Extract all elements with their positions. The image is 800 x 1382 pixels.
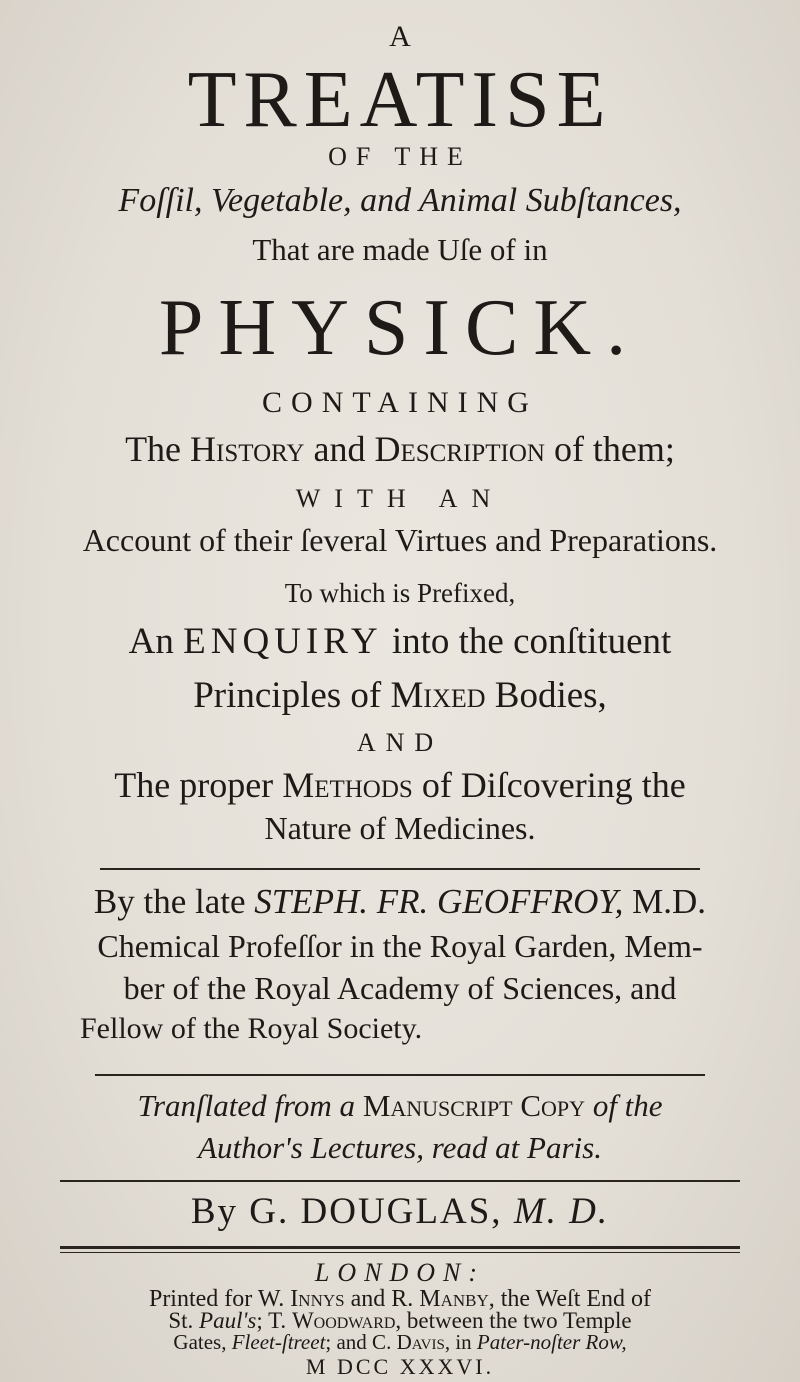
history-word: History (190, 429, 305, 469)
imprint-3b: ; and C. (325, 1330, 397, 1354)
author-line-4: Fellow of the Royal Society. (80, 1012, 423, 1045)
enquiry-word: ENQUIRY (183, 621, 383, 662)
physick-title: PHYSICK. (158, 284, 642, 372)
imprint-year (0, 1352, 800, 1353)
methods-line (0, 764, 800, 806)
manuscript-copy: Manuscript Copy (362, 1088, 586, 1123)
rule-1 (100, 868, 700, 870)
methods-rest: of Diſcovering the (412, 765, 686, 805)
nature-line: Nature of Medicines. (264, 810, 536, 846)
subtitle-part1: Foſſil, Vegetable, and (118, 182, 420, 219)
translated-from: from a (266, 1088, 363, 1123)
imprint-2a: St. (168, 1308, 200, 1333)
paris: Paris. (527, 1130, 602, 1165)
bodies-word: Bodies, (485, 675, 607, 716)
by-the-late: By the late (93, 882, 255, 921)
and-line: AND (356, 728, 444, 757)
read-at: read at (423, 1130, 528, 1165)
manby: Manby (419, 1286, 489, 1312)
imprint-year-text: M DCC XXXVI. (305, 1354, 495, 1379)
subtitle-animal: Animal (419, 182, 518, 219)
containing: CONTAINING (262, 386, 538, 419)
translated-of-the: of the (585, 1088, 663, 1123)
history-of-them: of them; (544, 429, 675, 469)
author-line-3: ber of the Royal Academy of Sciences, and (123, 970, 677, 1006)
rule-3 (60, 1180, 740, 1182)
translator-degree: M. D. (502, 1191, 610, 1232)
subtitle-line (0, 182, 800, 220)
pauls: Paul's (199, 1308, 257, 1333)
rule-4 (60, 1246, 740, 1249)
imprint-1a: Printed for W. (148, 1286, 291, 1312)
methods-word: Methods (282, 765, 413, 805)
innys: Innys (290, 1286, 345, 1312)
description-word: Description (374, 429, 545, 469)
authors-lectures: Author's Lectures, (198, 1130, 424, 1165)
pater-noster-row: Pater-noſter Row, (476, 1330, 627, 1354)
author-name: STEPH. FR. GEOFFROY, (254, 882, 624, 921)
rule-5 (60, 1252, 740, 1253)
prefixed-line: To which is Prefixed, (284, 578, 516, 608)
translated-word: Tranſlated (137, 1088, 267, 1123)
imprint-city: LONDON: (314, 1258, 486, 1287)
principles-word: Principles of (193, 675, 391, 716)
enquiry-rest: into the conſtituent (382, 621, 672, 662)
account-line: Account of their ſeveral Virtues and Preparations. (82, 522, 718, 558)
imprint-3a: Gates, (173, 1330, 232, 1354)
history-and: and (304, 429, 375, 469)
history-line (0, 428, 800, 470)
translator-name: By G. DOUGLAS, (190, 1191, 503, 1232)
enquiry-an: An (128, 621, 184, 662)
with-an: WITH AN (295, 484, 505, 513)
fleet-street: Fleet-ſtreet (231, 1330, 326, 1354)
title-article: A (389, 20, 411, 53)
history-the: The (125, 429, 191, 469)
principles-line (0, 674, 800, 717)
methods-the-proper: The proper (114, 765, 283, 805)
subtitle-part3: Subſtances, (517, 182, 682, 219)
publication-year (0, 1340, 800, 1341)
woodward: Woodward (291, 1308, 396, 1333)
mixed-word: Mixed (390, 675, 486, 716)
imprint-2c: , between the two Temple (395, 1308, 632, 1333)
imprint-3c: , in (444, 1330, 477, 1354)
author-line-2: Chemical Profeſſor in the Royal Garden, Mem- (97, 928, 703, 964)
of-the: OF THE (328, 142, 472, 171)
translation-line-2 (0, 1130, 800, 1166)
author-by-line (0, 882, 800, 922)
imprint-1b: and R. (344, 1286, 420, 1312)
davis: Davis (396, 1330, 445, 1354)
enquiry-line (0, 620, 800, 663)
rule-2 (95, 1074, 705, 1076)
main-title: TREATISE (187, 56, 613, 144)
imprint-2b: ; T. (256, 1308, 292, 1333)
author-degree: M.D. (623, 882, 707, 921)
imprint-1c: , the Weſt End of (488, 1286, 652, 1312)
translation-line-1 (0, 1088, 800, 1124)
translator-line (0, 1190, 800, 1233)
that-are-made-line: That are made Uſe of in (252, 232, 548, 267)
